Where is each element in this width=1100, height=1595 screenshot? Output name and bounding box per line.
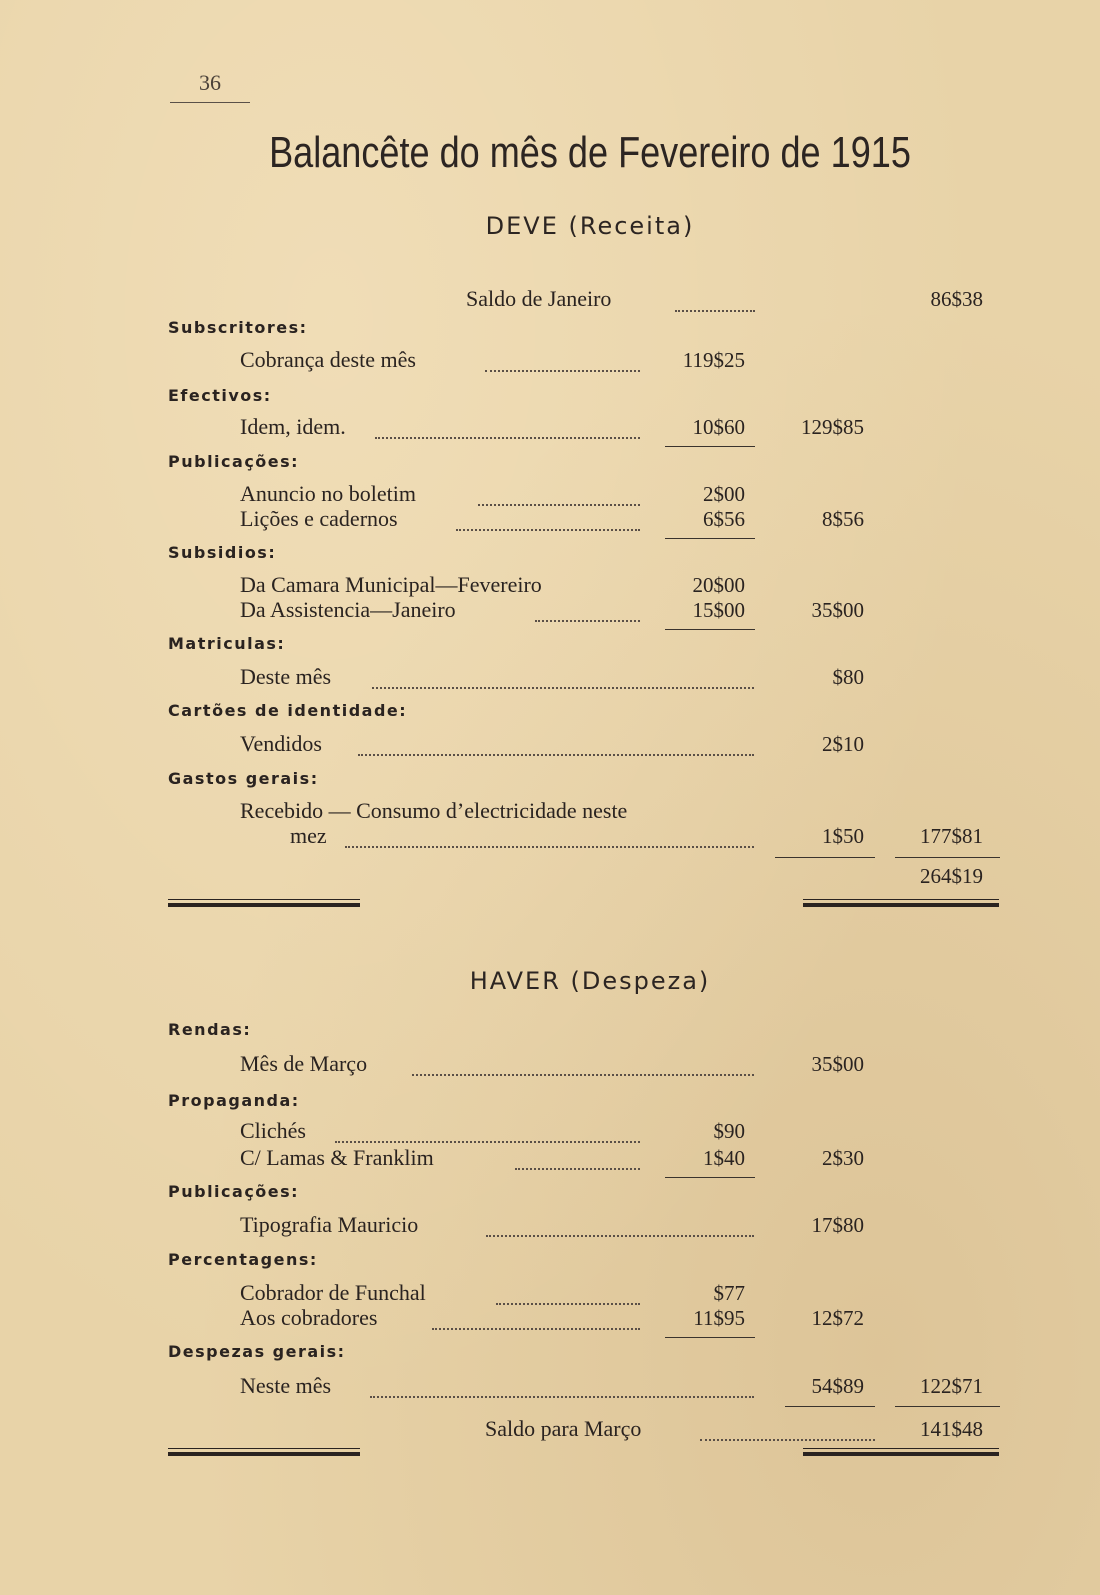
closing-rule [168,1452,360,1456]
line-label: Da Camara Municipal—Fevereiro [240,572,542,597]
leader-dots [486,1213,754,1237]
subtotal: 2$10 [822,732,864,756]
line-label: Deste mês [240,664,332,689]
line-value: 20$00 [692,573,745,597]
category-publicacoes: Publicações: [168,1182,300,1201]
total-rule [895,1406,1000,1407]
subtotal: 54$89 [811,1374,864,1398]
leader-dots [485,348,640,372]
page-number-rule [170,102,250,103]
line-label: Anuncio no boletim [240,481,416,506]
category-despezas-gerais: Despezas gerais: [168,1342,346,1361]
line-label: Cobrança deste mês [240,347,416,372]
line-label: Aos cobradores [240,1305,378,1330]
category-percentagens: Percentagens: [168,1250,318,1269]
line-value: $90 [713,1119,745,1143]
line-value: 119$25 [682,348,745,372]
opening-balance-total: 86$38 [930,287,983,311]
leader-dots [370,1374,754,1398]
total-rule [895,857,1000,858]
leader-dots [496,1281,640,1305]
category-efectivos: Efectivos: [168,386,272,405]
subtotal: 8$56 [822,507,864,531]
subtotal: 1$50 [822,824,864,848]
subtotal: 12$72 [811,1306,864,1330]
closing-rule [803,1452,999,1456]
category-propaganda: Propaganda: [168,1091,300,1110]
closing-rule [803,1448,999,1449]
subtotal: $80 [832,665,864,689]
subtotal-rule [665,1337,755,1338]
grand-total: 264$19 [920,864,983,888]
leader-dots [456,507,640,531]
leader-dots [478,482,640,506]
leader-dots [515,1146,640,1170]
closing-rule [803,899,999,900]
line-label: Neste mês [240,1373,332,1398]
line-value: 10$60 [692,415,745,439]
subtotal-rule [665,629,755,630]
subtotal: 35$00 [811,1052,864,1076]
deve-heading: DEVE (Receita) [485,212,695,240]
line-label: mez [290,823,327,848]
closing-balance-total: 141$48 [920,1417,983,1441]
haver-heading: HAVER (Despeza) [469,967,711,995]
line-label: C/ Lamas & Franklim [240,1145,434,1170]
closing-rule [168,1448,360,1449]
subtotal: 17$80 [811,1213,864,1237]
leader-dots [675,288,755,312]
category-subsidios: Subsidios: [168,543,277,562]
line-label: Mês de Março [240,1051,368,1076]
closing-balance-label: Saldo para Março [485,1416,642,1441]
leader-dots [535,598,640,622]
line-value: 15$00 [692,598,745,622]
line-value: 1$40 [703,1146,745,1170]
category-subscritores: Subscritores: [168,318,308,337]
line-label: Cobrador de Funchal [240,1280,426,1305]
category-publicacoes: Publicações: [168,452,300,471]
line-label: Idem, idem. [240,414,346,439]
total-rule [775,857,875,858]
line-value: 6$56 [703,507,745,531]
line-value: 11$95 [693,1306,745,1330]
subtotal: 35$00 [811,598,864,622]
opening-balance-label: Saldo de Janeiro [466,286,612,311]
line-value: $77 [713,1281,745,1305]
closing-rule [168,903,360,907]
line-label: Tipografia Mauricio [240,1212,419,1237]
line-value: 2$00 [703,482,745,506]
leader-dots [335,1119,640,1143]
line-label: Da Assistencia—Janeiro [240,597,456,622]
line-label: Recebido — Consumo d’electricidade neste [240,798,628,823]
subtotal: 2$30 [822,1146,864,1170]
closing-rule [168,899,360,900]
subtotal: 129$85 [801,415,864,439]
section-total: 122$71 [920,1374,983,1398]
closing-rule [803,903,999,907]
line-label: Clichés [240,1118,306,1143]
section-total: 177$81 [920,824,983,848]
leader-dots [700,1417,875,1441]
category-matriculas: Matriculas: [168,634,286,653]
subtotal-rule [665,1177,755,1178]
page-number: 36 [199,70,221,95]
leader-dots [345,824,754,848]
page-title: Balancête do mês de Fevereiro de 1915 [269,128,911,177]
leader-dots [358,732,754,756]
leader-dots [375,415,640,439]
total-rule [785,1406,875,1407]
leader-dots [432,1306,640,1330]
category-gastos-gerais: Gastos gerais: [168,769,319,788]
subtotal-rule [665,538,755,539]
category-cartoes: Cartões de identidade: [168,701,408,720]
line-label: Lições e cadernos [240,506,398,531]
leader-dots [372,665,754,689]
subtotal-rule [665,446,755,447]
leader-dots [412,1052,754,1076]
category-rendas: Rendas: [168,1020,252,1039]
line-label: Vendidos [240,731,322,756]
